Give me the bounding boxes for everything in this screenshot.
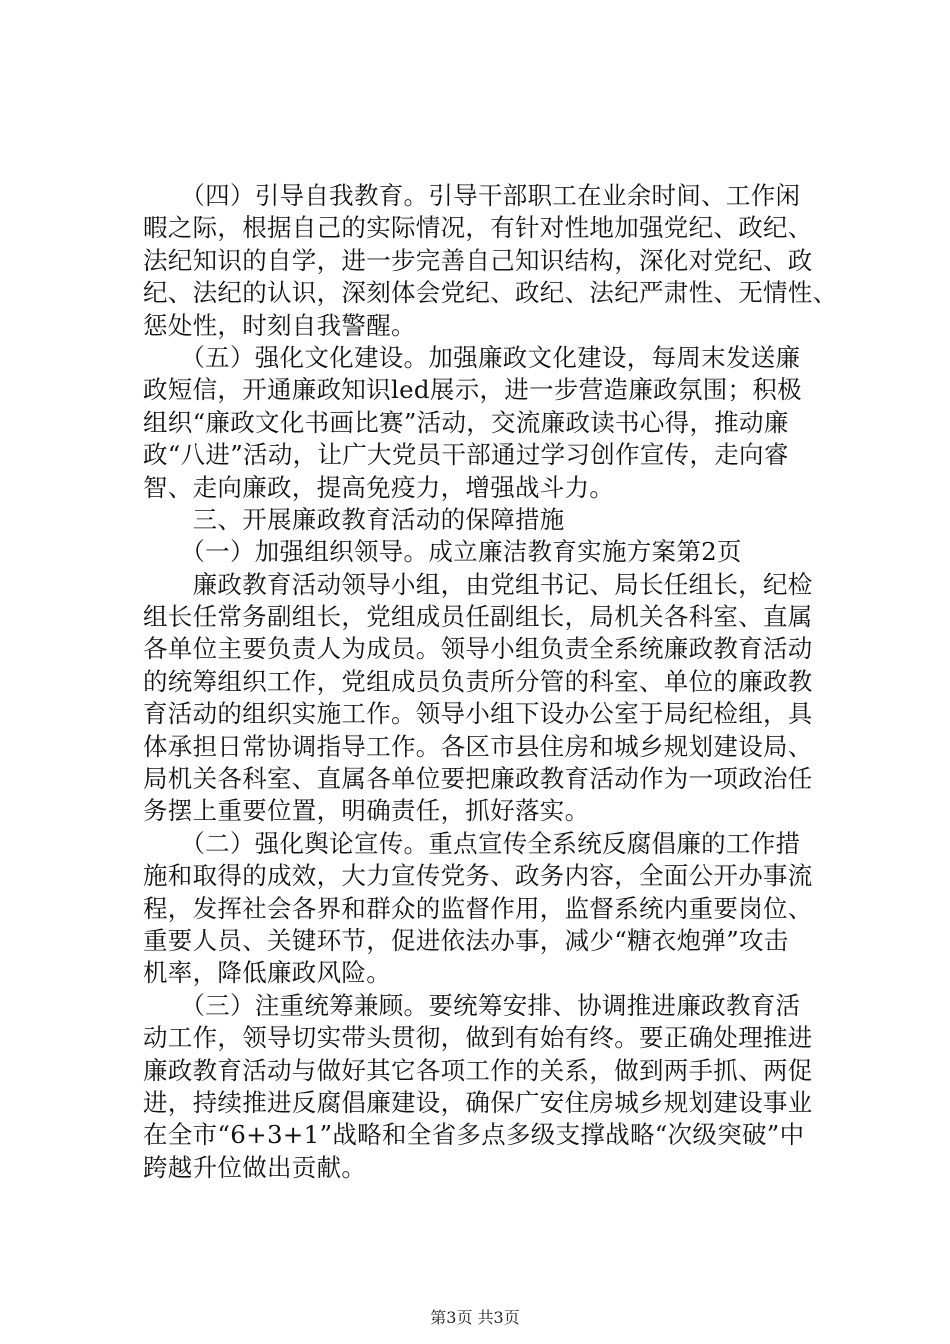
text-line: （一）加强组织领导。成立廉洁教育实施方案第2页: [143, 537, 742, 567]
text-line: 法纪知识的自学，进一步完善自己知识结构，深化对党纪、政: [143, 245, 813, 275]
text-line: 暇之际，根据自己的实际情况，有针对性地加强党纪、政纪、: [143, 213, 813, 243]
text-line: 各单位主要负责人为成员。领导小组负责全系统廉政教育活动: [143, 634, 813, 664]
text-line: （三）注重统筹兼顾。要统筹安排、协调推进廉政教育活: [143, 990, 801, 1020]
text-line: 机率，降低廉政风险。: [143, 958, 391, 988]
text-line: 务摆上重要位置，明确责任，抓好落实。: [143, 796, 590, 826]
text-line: 政“八进”活动，让广大党员干部通过学习创作宣传，走向睿: [143, 440, 789, 470]
document-body: [143, 180, 838, 1184]
text-line: 育活动的组织实施工作。领导小组下设办公室于局纪检组，具: [143, 699, 813, 729]
text-line: 组长任常务副组长，党组成员任副组长，局机关各科室、直属: [143, 602, 813, 632]
text-line: 政短信，开通廉政知识led展示，进一步营造廉政氛围；积极: [143, 375, 802, 405]
text-line: 程，发挥社会各界和群众的监督作用，监督系统内重要岗位、: [143, 893, 813, 923]
text-line: 进，持续推进反腐倡廉建设，确保广安住房城乡规划建设事业: [143, 1087, 813, 1117]
section-heading: 三、开展廉政教育活动的保障措施: [143, 504, 565, 534]
text-line: 廉政教育活动领导小组，由党组书记、局长任组长，纪检: [143, 569, 813, 599]
page-footer: 第3页 共3页: [430, 1308, 520, 1327]
text-line: 纪、法纪的认识，深刻体会党纪、政纪、法纪严肃性、无情性、: [143, 278, 838, 308]
text-line: 施和取得的成效，大力宣传党务、政务内容，全面公开办事流: [143, 861, 813, 891]
text-line: 局机关各科室、直属各单位要把廉政教育活动作为一项政治任: [143, 764, 813, 794]
text-line: 在全市“6+3+1”战略和全省多点多级支撑战略“次级突破”中: [143, 1120, 805, 1150]
text-line: 组织“廉政文化书画比赛”活动，交流廉政读书心得，推动廉: [143, 407, 789, 437]
text-line: 跨越升位做出贡献。: [143, 1152, 367, 1182]
text-line: 重要人员、关键环节，促进依法办事，减少“糖衣炮弹”攻击: [143, 925, 789, 955]
text-line: （四）引导自我教育。引导干部职工在业余时间、工作闲: [143, 181, 801, 210]
text-line: （五）强化文化建设。加强廉政文化建设，每周末发送廉: [143, 342, 801, 372]
text-line: 智、走向廉政，提高免疫力，增强战斗力。: [143, 472, 615, 502]
text-line: 的统筹组织工作，党组成员负责所分管的科室、单位的廉政教: [143, 666, 813, 696]
text-line: 廉政教育活动与做好其它各项工作的关系，做到两手抓、两促: [143, 1055, 813, 1085]
text-line: 体承担日常协调指导工作。各区市县住房和城乡规划建设局、: [143, 731, 813, 761]
text-line: （二）强化舆论宣传。重点宣传全系统反腐倡廉的工作措: [143, 828, 801, 858]
text-line: 动工作，领导切实带头贯彻，做到有始有终。要正确处理推进: [143, 1023, 813, 1053]
text-line: 惩处性，时刻自我警醒。: [143, 310, 416, 340]
